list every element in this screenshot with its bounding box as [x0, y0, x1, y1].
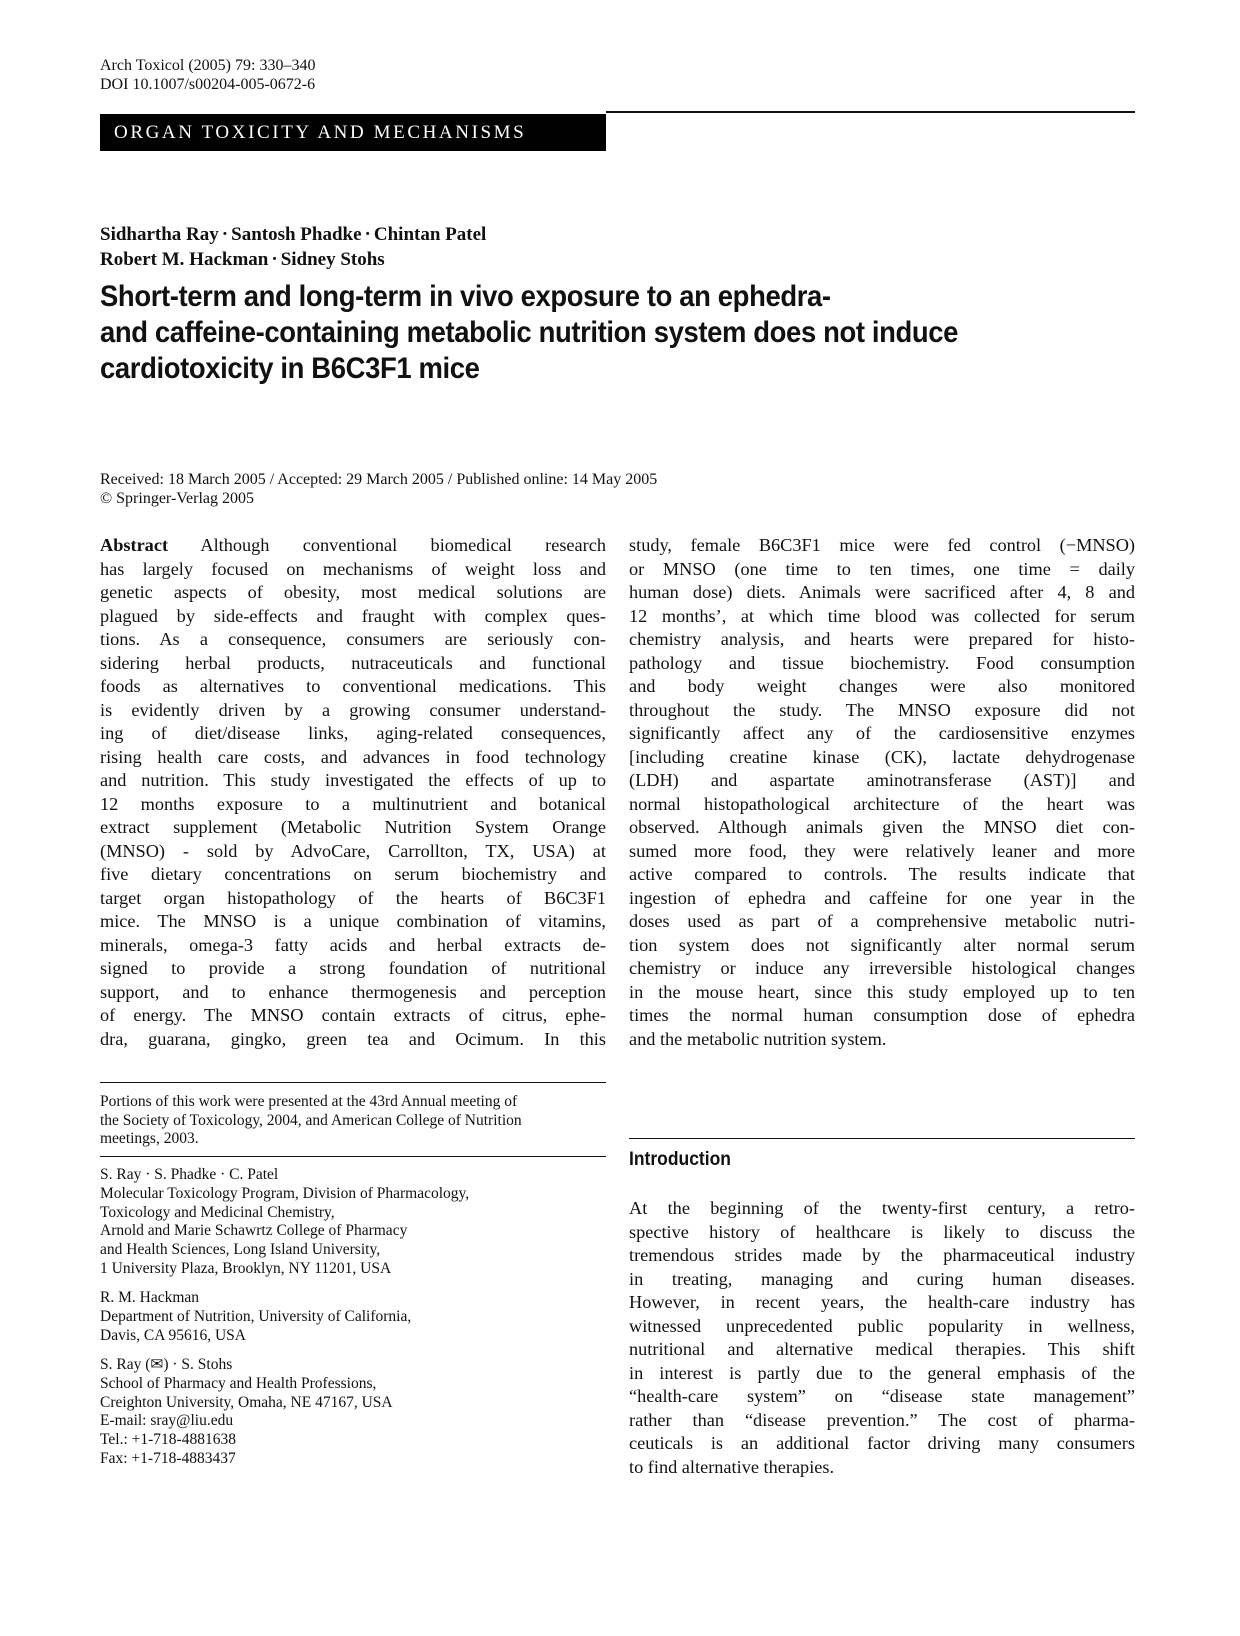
journal-citation: Arch Toxicol (2005) 79: 330–340 — [100, 57, 316, 74]
intro-line: rather than “disease prevention.” The cost of pharma- — [629, 1409, 1135, 1430]
doi: DOI 10.1007/s00204-005-0672-6 — [100, 76, 316, 93]
introduction-heading: Introduction — [629, 1149, 731, 1170]
intro-line: “health-care system” on “disease state management” — [629, 1386, 1135, 1406]
abstract-line: ing of diet/disease links, aging-related consequences, — [100, 723, 606, 743]
abstract-line: 12 months exposure to a multinutrient and botanical — [100, 793, 606, 814]
author-list — [100, 222, 486, 272]
author: Santosh Phadke — [231, 224, 362, 245]
abstract-line: and the metabolic nutrition system. — [629, 1028, 887, 1049]
received-accepted-published: Received: 18 March 2005 / Accepted: 29 March 2005 / Published online: 14 May 2005 — [100, 471, 658, 488]
abstract-right-column — [629, 534, 1135, 1051]
abstract-line: and body weight changes were also monitored — [629, 676, 1135, 696]
abstract-line: genetic aspects of obesity, most medical solutions are — [100, 582, 606, 602]
introduction-text — [629, 1197, 1135, 1479]
footnote-line: Portions of this work were presented at the 43rd Annual meeting of — [100, 1093, 518, 1110]
abstract-line: active compared to controls. The results indicate that — [629, 864, 1135, 884]
affiliation-block-1 — [100, 1166, 606, 1279]
abstract-line: plagued by side-effects and fraught with complex ques- — [100, 605, 606, 626]
abstract-line: [including creatine kinase (CK), lactate dehydrogenase — [629, 746, 1135, 767]
intro-line: in interest is partly due to the general emphasis of the — [629, 1362, 1135, 1383]
abstract-line: (LDH) and aspartate aminotransferase (AST)] and — [629, 770, 1135, 790]
author: Robert M. Hackman — [100, 249, 269, 270]
header-rule — [606, 111, 1135, 113]
author-line-1 — [100, 222, 486, 247]
author-separator: · — [221, 224, 229, 245]
abstract-line: of energy. The MNSO contain extracts of citrus, ephe- — [100, 1005, 606, 1025]
introduction-rule — [629, 1138, 1135, 1139]
abstract-line: support, and to enhance thermogenesis and perception — [100, 981, 606, 1002]
journal-reference — [100, 56, 315, 94]
abstract-line: signed to provide a strong foundation of nutritional — [100, 958, 606, 978]
affiliation-authors: R. M. Hackman — [100, 1289, 200, 1306]
abstract-label: Abstract — [100, 535, 169, 555]
section-banner: ORGAN TOXICITY AND MECHANISMS — [100, 114, 606, 151]
abstract-line: 12 months’, at which time blood was collected for serum — [629, 605, 1135, 626]
abstract-line: minerals, omega-3 fatty acids and herbal extracts de- — [100, 934, 606, 955]
abstract-line: ingestion of ephedra and caffeine for one year in the — [629, 887, 1135, 908]
affiliation-block-2 — [100, 1289, 606, 1345]
author-separator: · — [364, 224, 371, 245]
abstract-line: doses used as part of a comprehensive metabolic nutri- — [629, 911, 1135, 931]
telephone: Tel.: +1-718-4881638 — [100, 1431, 236, 1449]
affiliation-line: Department of Nutrition, University of California, — [100, 1307, 412, 1325]
publication-dates — [100, 470, 657, 508]
intro-line: witnessed unprecedented public popularity in wellness, — [629, 1315, 1135, 1336]
abstract-line: foods as alternatives to conventional medications. This — [100, 676, 606, 696]
author-separator: · — [271, 249, 278, 270]
author-line-2 — [100, 247, 486, 272]
intro-line: tremendous strides made by the pharmaceutical industry — [629, 1245, 1135, 1265]
paper-title — [100, 279, 1067, 387]
title-line: Short-term and long-term in vivo exposure to an ephedra- — [100, 280, 831, 313]
intro-line: in treating, managing and curing human diseases. — [629, 1268, 1135, 1289]
abstract-line: and nutrition. This study investigated the effects of up to — [100, 770, 606, 790]
abstract-line: chemistry analysis, and hearts were prepared for histo- — [629, 629, 1135, 649]
abstract-text: Although conventional biomedical research — [200, 535, 607, 555]
abstract-line: in the mouse heart, since this study employed up to ten — [629, 981, 1135, 1002]
abstract-line: study, female B6C3F1 mice were fed control (−MNSO) — [629, 535, 1135, 555]
affiliation-line: 1 University Plaza, Brooklyn, NY 11201, USA — [100, 1259, 392, 1277]
abstract-line: has largely focused on mechanisms of weight loss and — [100, 558, 606, 579]
affiliation-line: Creighton University, Omaha, NE 47167, USA — [100, 1393, 393, 1411]
abstract-line: significantly affect any of the cardiosensitive enzymes — [629, 723, 1135, 743]
intro-line: nutritional and alternative medical therapies. This shift — [629, 1339, 1135, 1359]
abstract-line: human dose) diets. Animals were sacrificed after 4, 8 and — [629, 582, 1135, 602]
intro-line: However, in recent years, the health-care industry has — [629, 1292, 1135, 1312]
abstract-line: pathology and tissue biochemistry. Food consumption — [629, 652, 1135, 673]
intro-line: ceuticals is an additional factor driving many consumers — [629, 1433, 1135, 1453]
abstract-line: tions. As a consequence, consumers are seriously con- — [100, 629, 606, 649]
abstract-line: mice. The MNSO is a unique combination of vitamins, — [100, 911, 606, 931]
affiliation-line: Molecular Toxicology Program, Division of Pharmacology, — [100, 1184, 470, 1202]
affiliation-line: School of Pharmacy and Health Professions, — [100, 1374, 377, 1392]
abstract-left-column — [100, 534, 606, 1051]
abstract-line: throughout the study. The MNSO exposure did not — [629, 699, 1135, 720]
affiliation-authors: S. Ray · S. Phadke · C. Patel — [100, 1166, 279, 1183]
author: Sidhartha Ray — [100, 224, 219, 245]
abstract-line: sidering herbal products, nutraceuticals and functional — [100, 652, 606, 673]
footnote-line: the Society of Toxicology, 2004, and American College of Nutrition — [100, 1111, 522, 1129]
copyright: © Springer-Verlag 2005 — [100, 490, 255, 507]
abstract-line: or MNSO (one time to ten times, one time = daily — [629, 558, 1135, 579]
abstract-line: normal histopathological architecture of the heart was — [629, 793, 1135, 814]
fax: Fax: +1-718-4883437 — [100, 1449, 236, 1467]
abstract-line — [100, 534, 606, 558]
abstract-line: observed. Although animals given the MNSO diet con- — [629, 817, 1135, 837]
affiliation-block-3 — [100, 1356, 606, 1469]
affiliation-authors: S. Ray (✉) · S. Stohs — [100, 1356, 233, 1373]
title-line: cardiotoxicity in B6C3F1 mice — [100, 352, 480, 385]
abstract-line: target organ histopathology of the hearts of B6C3F1 — [100, 887, 606, 908]
affiliation-rule — [100, 1156, 606, 1157]
affiliation-line: Arnold and Marie Schawrtz College of Pharmacy — [100, 1222, 408, 1240]
footnote-rule — [100, 1082, 606, 1083]
abstract-line: is evidently driven by a growing consumer understand- — [100, 699, 606, 720]
abstract-line: dra, guarana, gingko, green tea and Ocimum. In this — [100, 1028, 606, 1049]
affiliation-line: and Health Sciences, Long Island University, — [100, 1241, 381, 1259]
abstract-line: extract supplement (Metabolic Nutrition System Orange — [100, 817, 606, 837]
author: Chintan Patel — [373, 224, 487, 245]
intro-line: At the beginning of the twenty-first century, a retro- — [629, 1198, 1135, 1218]
abstract-line: (MNSO) - sold by AdvoCare, Carrollton, TX, USA) at — [100, 840, 606, 861]
abstract-line: sumed more food, they were relatively leaner and more — [629, 840, 1135, 861]
abstract-line: five dietary concentrations on serum biochemistry and — [100, 864, 606, 884]
affiliation-line: Davis, CA 95616, USA — [100, 1326, 246, 1344]
abstract-line: chemistry or induce any irreversible histological changes — [629, 958, 1135, 978]
intro-line: spective history of healthcare is likely to discuss the — [629, 1221, 1135, 1242]
title-line: and caffeine-containing metabolic nutrition system does not induce — [100, 316, 959, 349]
presentation-footnote — [100, 1093, 606, 1149]
intro-line: to find alternative therapies. — [629, 1456, 835, 1477]
author: Sidney Stohs — [280, 249, 385, 270]
footnote-line: meetings, 2003. — [100, 1130, 199, 1147]
abstract-line: times the normal human consumption dose of ephedra — [629, 1005, 1135, 1025]
abstract-line: rising health care costs, and advances in food technology — [100, 746, 606, 767]
affiliation-line: Toxicology and Medicinal Chemistry, — [100, 1203, 335, 1221]
abstract-line: tion system does not significantly alter normal serum — [629, 934, 1135, 955]
email[interactable]: E-mail: sray@liu.edu — [100, 1412, 234, 1430]
